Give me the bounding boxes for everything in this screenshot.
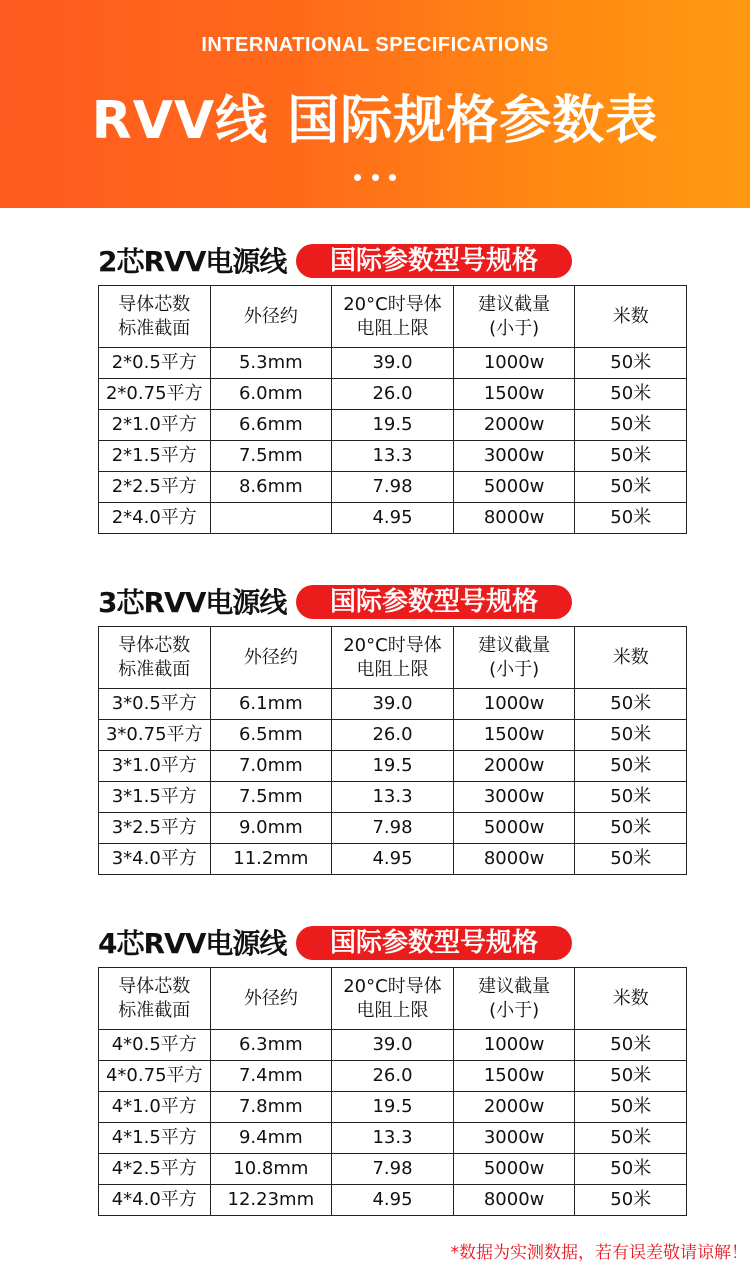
- table-cell: [210, 503, 332, 534]
- table-cell: 3000w: [453, 782, 575, 813]
- table-cell: 4*0.75平方: [99, 1061, 211, 1092]
- table-cell: 39.0: [332, 348, 454, 379]
- table-cell: 7.4mm: [210, 1061, 332, 1092]
- table-cell: 39.0: [332, 1030, 454, 1061]
- table-cell: 13.3: [332, 782, 454, 813]
- table-row: [99, 472, 687, 503]
- header-cell: 外径约: [210, 286, 332, 348]
- table-cell: 4*2.5平方: [99, 1154, 211, 1185]
- table-row: [99, 410, 687, 441]
- table-cell: 7.98: [332, 1154, 454, 1185]
- table-cell: 11.2mm: [210, 844, 332, 875]
- table-row: [99, 1185, 687, 1216]
- header-cell: 导体芯数 标准截面: [99, 627, 211, 689]
- table-row: [99, 441, 687, 472]
- table-cell: 50米: [575, 1154, 687, 1185]
- table-cell: 39.0: [332, 689, 454, 720]
- table-cell: 2*4.0平方: [99, 503, 211, 534]
- table-cell: 50米: [575, 720, 687, 751]
- table-row: [99, 844, 687, 875]
- table-cell: 3000w: [453, 441, 575, 472]
- spec-section: [98, 245, 688, 528]
- table-cell: 5.3mm: [210, 348, 332, 379]
- table-cell: 19.5: [332, 410, 454, 441]
- table-cell: 6.3mm: [210, 1030, 332, 1061]
- section-title: 2芯RVV电源线: [98, 245, 287, 278]
- spec-table: [98, 285, 687, 534]
- spec-table: [98, 626, 687, 875]
- table-cell: 2000w: [453, 410, 575, 441]
- table-cell: 6.0mm: [210, 379, 332, 410]
- table-cell: 2*2.5平方: [99, 472, 211, 503]
- table-cell: 8000w: [453, 503, 575, 534]
- table-cell: 3*0.75平方: [99, 720, 211, 751]
- table-cell: 6.6mm: [210, 410, 332, 441]
- table-cell: 50米: [575, 1092, 687, 1123]
- table-cell: 6.1mm: [210, 689, 332, 720]
- table-cell: 8000w: [453, 1185, 575, 1216]
- table-cell: 1000w: [453, 689, 575, 720]
- table-cell: 3*1.5平方: [99, 782, 211, 813]
- header-cell: 建议截量 (小于): [453, 286, 575, 348]
- table-cell: 7.98: [332, 813, 454, 844]
- table-cell: 50米: [575, 751, 687, 782]
- table-header-row: [99, 286, 687, 348]
- table-cell: 2*0.75平方: [99, 379, 211, 410]
- table-cell: 50米: [575, 410, 687, 441]
- header-cell: 米数: [575, 286, 687, 348]
- header-banner: [0, 0, 750, 208]
- table-cell: 50米: [575, 503, 687, 534]
- table-cell: 8000w: [453, 844, 575, 875]
- table-cell: 50米: [575, 348, 687, 379]
- table-cell: 13.3: [332, 1123, 454, 1154]
- table-cell: 10.8mm: [210, 1154, 332, 1185]
- table-cell: 8.6mm: [210, 472, 332, 503]
- table-row: [99, 503, 687, 534]
- table-cell: 7.8mm: [210, 1092, 332, 1123]
- table-cell: 6.5mm: [210, 720, 332, 751]
- table-cell: 19.5: [332, 1092, 454, 1123]
- table-cell: 9.0mm: [210, 813, 332, 844]
- table-cell: 3*1.0平方: [99, 751, 211, 782]
- section-tag-badge: 国际参数型号规格: [296, 926, 572, 960]
- header-cell: 建议截量 (小于): [453, 627, 575, 689]
- table-cell: 4.95: [332, 503, 454, 534]
- section-header: [98, 586, 688, 620]
- table-cell: 2000w: [453, 1092, 575, 1123]
- table-cell: 4*1.0平方: [99, 1092, 211, 1123]
- table-cell: 26.0: [332, 379, 454, 410]
- dot-icon: [372, 174, 379, 181]
- table-cell: 5000w: [453, 1154, 575, 1185]
- table-row: [99, 1154, 687, 1185]
- table-cell: 1500w: [453, 1061, 575, 1092]
- table-cell: 50米: [575, 689, 687, 720]
- spec-section: [98, 927, 688, 1210]
- header-cell: 20°C时导体 电阻上限: [332, 286, 454, 348]
- table-cell: 1000w: [453, 348, 575, 379]
- decorative-dots: [354, 174, 396, 184]
- table-cell: 3000w: [453, 1123, 575, 1154]
- banner-title: RVV线 国际规格参数表: [91, 91, 659, 151]
- table-cell: 50米: [575, 844, 687, 875]
- table-row: [99, 782, 687, 813]
- table-cell: 5000w: [453, 472, 575, 503]
- table-cell: 12.23mm: [210, 1185, 332, 1216]
- table-cell: 4*4.0平方: [99, 1185, 211, 1216]
- table-cell: 3*2.5平方: [99, 813, 211, 844]
- table-cell: 7.5mm: [210, 782, 332, 813]
- table-cell: 50米: [575, 782, 687, 813]
- section-title: 4芯RVV电源线: [98, 927, 287, 960]
- table-cell: 2*1.5平方: [99, 441, 211, 472]
- section-title: 3芯RVV电源线: [98, 586, 287, 619]
- table-cell: 1500w: [453, 720, 575, 751]
- section-header: [98, 927, 688, 961]
- table-cell: 50米: [575, 1185, 687, 1216]
- dot-icon: [354, 174, 361, 181]
- section-header: [98, 245, 688, 279]
- banner-subtitle: INTERNATIONAL SPECIFICATIONS: [201, 34, 549, 56]
- table-cell: 50米: [575, 472, 687, 503]
- table-cell: 50米: [575, 1061, 687, 1092]
- table-cell: 2*1.0平方: [99, 410, 211, 441]
- header-cell: 导体芯数 标准截面: [99, 286, 211, 348]
- table-cell: 50米: [575, 441, 687, 472]
- header-cell: 20°C时导体 电阻上限: [332, 627, 454, 689]
- table-header-row: [99, 627, 687, 689]
- table-cell: 50米: [575, 1030, 687, 1061]
- table-cell: 3*4.0平方: [99, 844, 211, 875]
- table-cell: 3*0.5平方: [99, 689, 211, 720]
- table-cell: 4.95: [332, 844, 454, 875]
- table-cell: 26.0: [332, 720, 454, 751]
- table-row: [99, 720, 687, 751]
- section-tag-badge: 国际参数型号规格: [296, 585, 572, 619]
- header-cell: 导体芯数 标准截面: [99, 968, 211, 1030]
- table-cell: 50米: [575, 379, 687, 410]
- table-cell: 5000w: [453, 813, 575, 844]
- footnote: *数据为实测数据，若有误差敬请谅解！: [450, 1243, 748, 1263]
- table-row: [99, 751, 687, 782]
- header-cell: 外径约: [210, 968, 332, 1030]
- table-cell: 50米: [575, 813, 687, 844]
- table-cell: 4*0.5平方: [99, 1030, 211, 1061]
- table-cell: 9.4mm: [210, 1123, 332, 1154]
- table-row: [99, 1092, 687, 1123]
- table-cell: 7.98: [332, 472, 454, 503]
- table-cell: 50米: [575, 1123, 687, 1154]
- table-cell: 2000w: [453, 751, 575, 782]
- header-cell: 外径约: [210, 627, 332, 689]
- table-cell: 19.5: [332, 751, 454, 782]
- header-cell: 米数: [575, 968, 687, 1030]
- table-cell: 4*1.5平方: [99, 1123, 211, 1154]
- table-row: [99, 1061, 687, 1092]
- spec-table: [98, 967, 687, 1216]
- table-cell: 7.0mm: [210, 751, 332, 782]
- table-row: [99, 813, 687, 844]
- header-cell: 建议截量 (小于): [453, 968, 575, 1030]
- table-row: [99, 1123, 687, 1154]
- section-tag-badge: 国际参数型号规格: [296, 244, 572, 278]
- table-cell: 1000w: [453, 1030, 575, 1061]
- table-row: [99, 689, 687, 720]
- table-row: [99, 1030, 687, 1061]
- table-cell: 4.95: [332, 1185, 454, 1216]
- header-cell: 米数: [575, 627, 687, 689]
- table-cell: 1500w: [453, 379, 575, 410]
- table-cell: 26.0: [332, 1061, 454, 1092]
- table-row: [99, 379, 687, 410]
- table-cell: 13.3: [332, 441, 454, 472]
- table-cell: 7.5mm: [210, 441, 332, 472]
- table-row: [99, 348, 687, 379]
- header-cell: 20°C时导体 电阻上限: [332, 968, 454, 1030]
- spec-section: [98, 586, 688, 869]
- table-header-row: [99, 968, 687, 1030]
- table-cell: 2*0.5平方: [99, 348, 211, 379]
- dot-icon: [389, 174, 396, 181]
